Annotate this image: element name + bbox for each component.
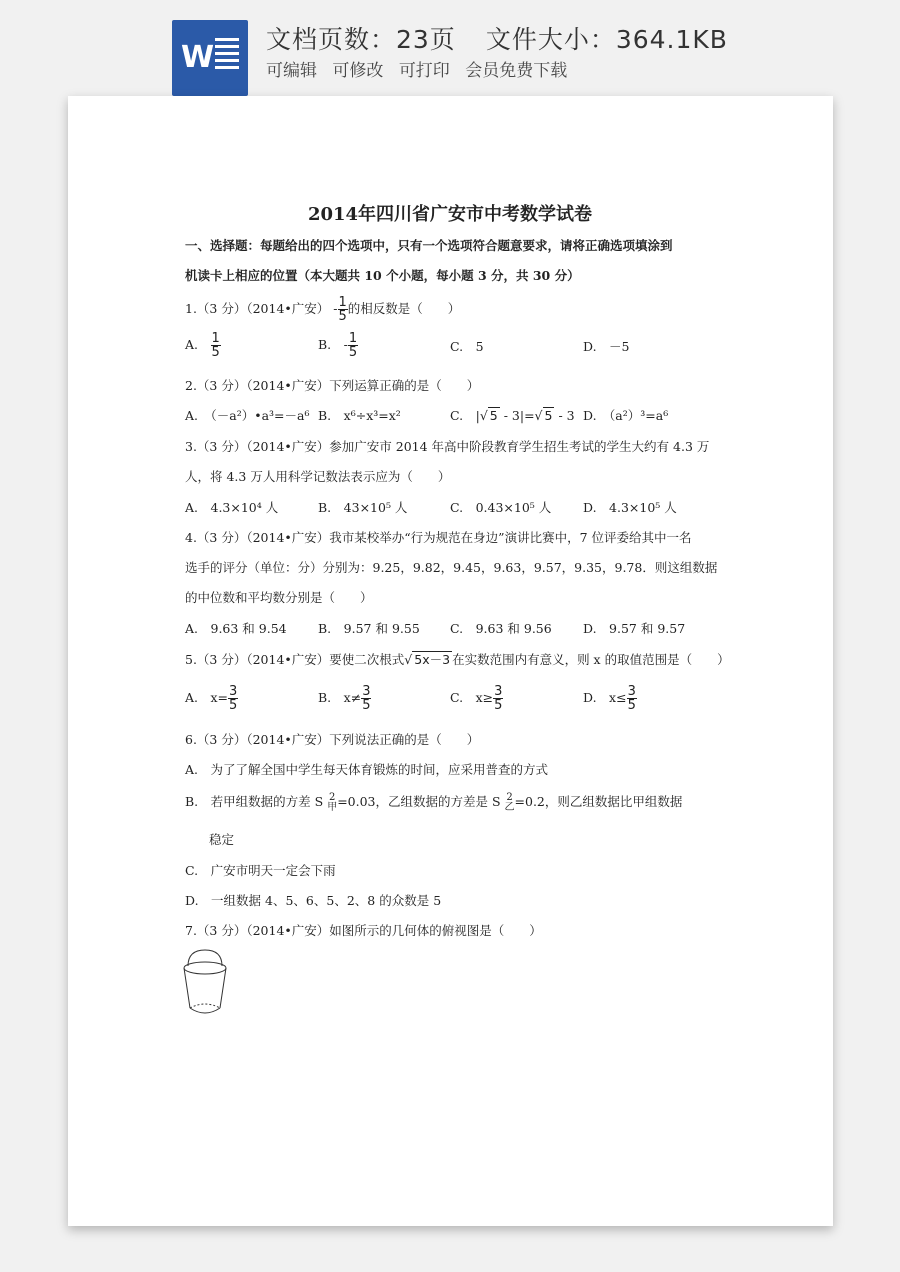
doc-meta-line: [266, 20, 728, 56]
q3-option-c: C. 0.43×10⁵ 人: [450, 500, 552, 515]
q5-option-b: B. x≠ $\frac{3}{5}$: [318, 684, 371, 713]
feature-member-download: 会员免费下载: [465, 61, 568, 81]
q6-option-d: D. 一组数据 4、5、6、5、2、8 的众数是 5: [185, 893, 442, 908]
q6-option-a: A. 为了了解全国中学生每天体育锻炼的时间，应采用普查的方式: [185, 762, 549, 777]
word-document-icon: [172, 20, 248, 96]
question-1: 1.（3 分）（2014•广安） - $\frac{1}{5}$ 的相反数是（ ）: [185, 295, 461, 324]
q2-option-a: A. （－a²）•a³=－a⁶: [185, 408, 310, 423]
question-2: 2.（3 分）（2014•广安）下列运算正确的是（ ）: [185, 378, 480, 393]
q1-option-b: B. - $\frac{1}{5}$: [318, 331, 358, 360]
file-size: 文件大小：364.1KB: [485, 25, 728, 54]
q3-option-b: B. 43×10⁵ 人: [318, 500, 408, 515]
feature-printable: 可打印: [398, 61, 450, 81]
q4-option-c: C. 9.63 和 9.56: [450, 621, 552, 636]
q5-option-c: C. x≥ $\frac{3}{5}$: [450, 684, 503, 713]
q4-option-d: D. 9.57 和 9.57: [583, 621, 686, 636]
exam-title: 2014年四川省广安市中考数学试卷: [307, 204, 593, 225]
question-5: 5.（3 分）（2014•广安）要使二次根式√ 5x－3 在实数范围内有意义，则 x 的取值范围是（ ）: [185, 652, 730, 667]
question-6: 6.（3 分）（2014•广安）下列说法正确的是（ ）: [185, 732, 480, 747]
feature-editable: 可编辑: [266, 61, 317, 81]
section-heading-line1: 一、选择题：每题给出的四个选项中，只有一个选项符合题意要求，请将正确选项填涂到: [185, 238, 673, 253]
feature-list: [266, 56, 577, 81]
q2-option-c: C. |√ 5 - 3|=√ 5 - 3: [450, 408, 575, 423]
question-3-line2: 人，将 4.3 万人用科学记数法表示应为（ ）: [185, 469, 451, 484]
q2-option-d: D. （a²）³=a⁶: [583, 408, 669, 423]
question-3-line1: 3.（3 分）（2014•广安）参加广安市 2014 年高中阶段教育学生招生考试的学生大约有 4.3 万: [185, 439, 710, 454]
q2-option-b: B. x⁶÷x³=x²: [318, 408, 401, 423]
feature-modifiable: 可修改: [332, 61, 384, 81]
q1-option-a: A. $\frac{1}{5}$: [185, 331, 220, 360]
bucket-solid-figure: [180, 948, 230, 1020]
q6-option-b: B. 若甲组数据的方差 S 2 甲 =0.03，乙组数据的方差是 S 2 乙 =0.2，则乙组数据比甲组数据: [185, 791, 683, 813]
question-4-line3: 的中位数和平均数分别是（ ）: [185, 590, 373, 605]
question-4-line2: 选手的评分（单位：分）分别为：9.25，9.82，9.45，9.63，9.57，9.35，9.78．则这组数据: [185, 560, 718, 575]
q6-option-c: C. 广安市明天一定会下雨: [185, 863, 336, 878]
q4-option-a: A. 9.63 和 9.54: [185, 621, 287, 636]
q6-option-b-continued: 稳定: [209, 832, 235, 847]
q1-option-d: D. －5: [583, 339, 630, 354]
question-4-line1: 4.（3 分）（2014•广安）我市某校举办“行为规范在身边”演讲比赛中，7 位评委给其中一名: [185, 530, 692, 545]
question-7: 7.（3 分）（2014•广安）如图所示的几何体的俯视图是（ ）: [185, 923, 542, 938]
q1-option-c: C. 5: [450, 339, 484, 354]
q5-option-a: A. x= $\frac{3}{5}$: [185, 684, 238, 713]
q5-option-d: D. x≤ $\frac{3}{5}$: [583, 684, 636, 713]
word-icon-letter: W: [181, 40, 215, 75]
q3-option-a: A. 4.3×10⁴ 人: [185, 500, 279, 515]
q4-option-b: B. 9.57 和 9.55: [318, 621, 420, 636]
page-count: 文档页数：23页: [266, 25, 456, 54]
section-heading-line2: 机读卡上相应的位置（本大题共 10 个小题，每小题 3 分，共 30 分）: [185, 268, 580, 283]
q3-option-d: D. 4.3×10⁵ 人: [583, 500, 677, 515]
doc-info-banner: [0, 0, 900, 96]
